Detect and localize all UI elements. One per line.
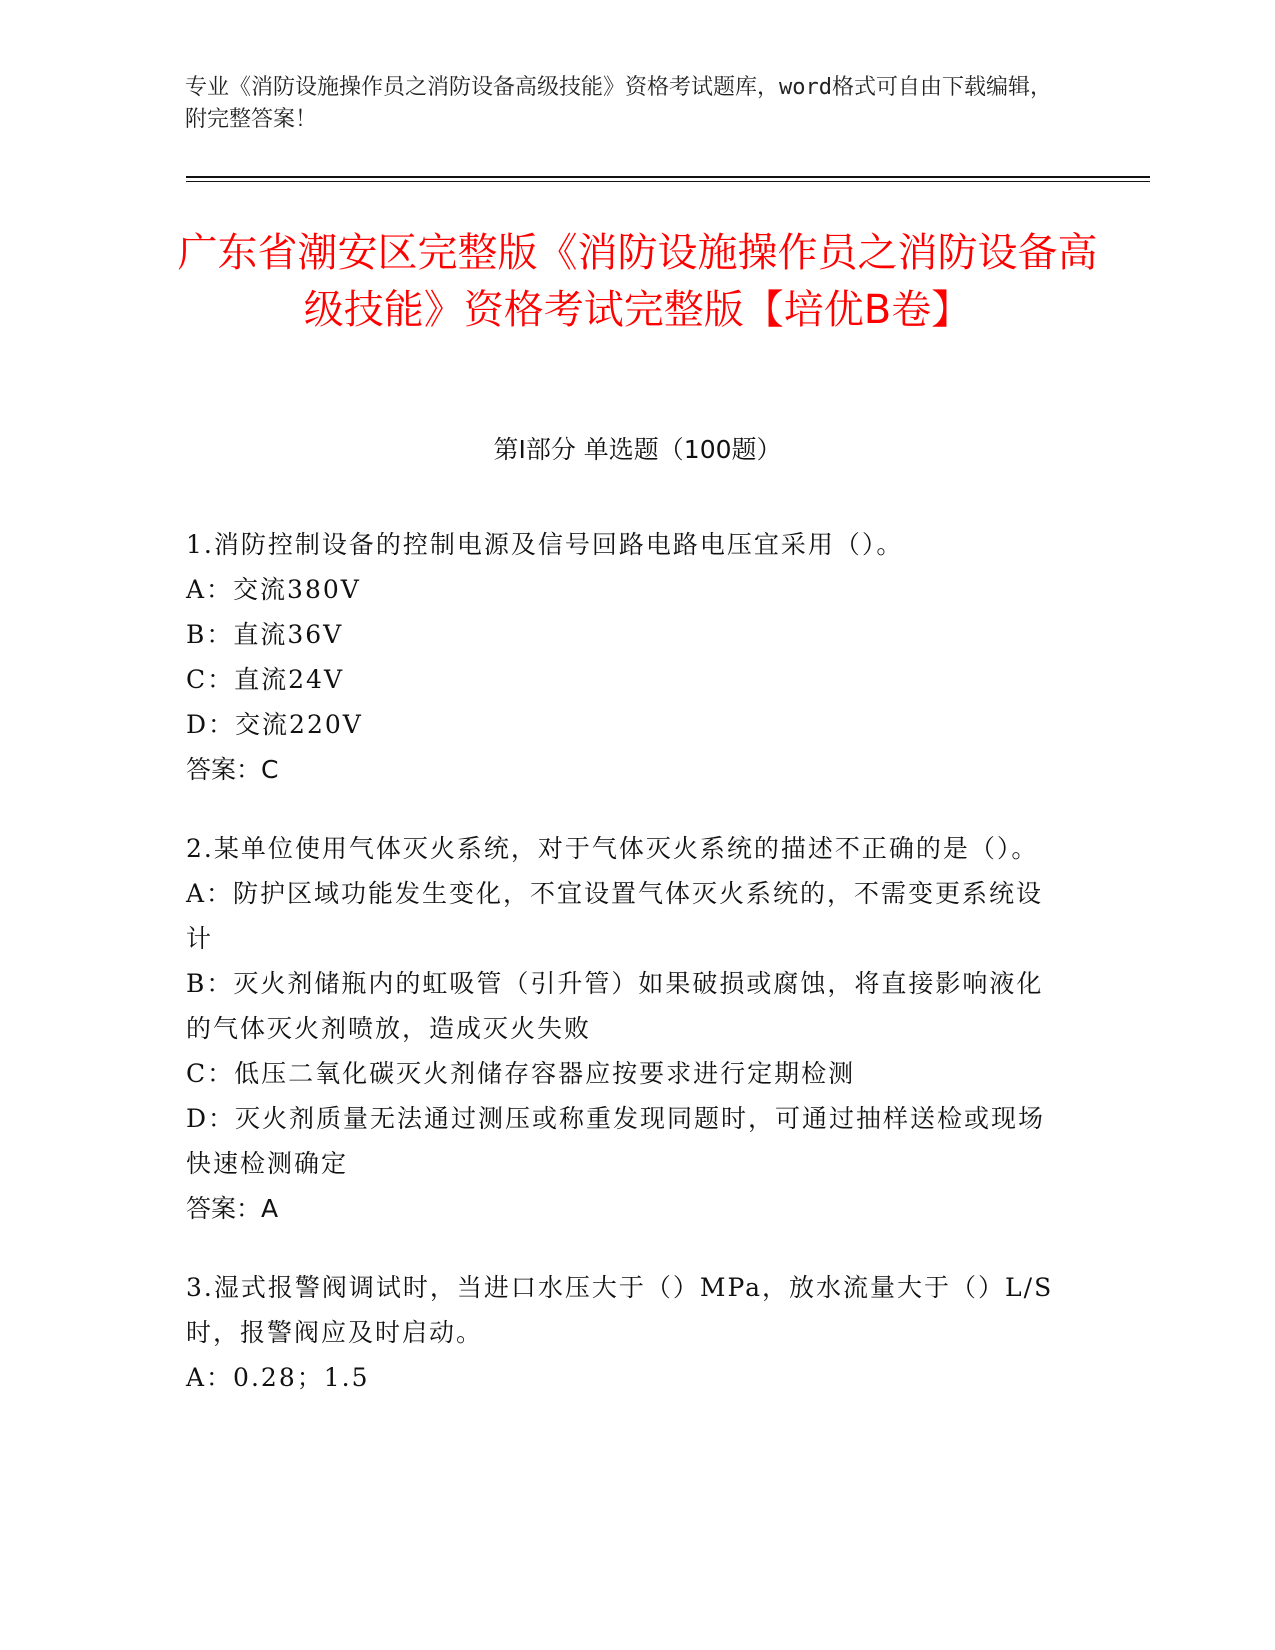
option-b: B：直流36V xyxy=(186,620,344,649)
option-d: D：灭火剂质量无法通过测压或称重发现同题时，可通过抽样送检或现场快速检测确定 xyxy=(186,1104,1046,1178)
option-b: B：灭火剂储瓶内的虹吸管（引升管）如果破损或腐蚀，将直接影响液化的气体灭火剂喷放，造成灭火失败 xyxy=(186,969,1044,1043)
option-d: D：交流220V xyxy=(186,710,363,739)
option-a: A：防护区域功能发生变化，不宜设置气体灭火系统的，不需变更系统设计 xyxy=(186,879,1044,953)
question-2 xyxy=(186,826,1066,1231)
question-1 xyxy=(186,522,1066,792)
option-a: A：0.28；1.5 xyxy=(186,1363,370,1392)
option-c: C：低压二氧化碳灭火剂储存容器应按要求进行定期检测 xyxy=(186,1059,856,1088)
question-list xyxy=(186,522,1066,1434)
header-divider-thin xyxy=(186,181,1150,182)
option-a: A：交流380V xyxy=(186,575,361,604)
header-note: 专业《消防设施操作员之消防设备高级技能》资格考试题库，word格式可自由下载编辑，附完整答案！ xyxy=(185,75,1052,132)
answer-line: 答案：A xyxy=(186,1194,279,1223)
question-stem: 1.消防控制设备的控制电源及信号回路电路电压宜采用（）。 xyxy=(186,530,904,559)
section-title: 第Ⅰ部分 单选题（100题） xyxy=(493,435,782,464)
question-stem: 2.某单位使用气体灭火系统，对于气体灭火系统的描述不正确的是（）。 xyxy=(186,834,1039,863)
option-c: C：直流24V xyxy=(186,665,344,694)
answer-line: 答案：C xyxy=(186,755,279,784)
header-divider-thick xyxy=(186,176,1150,178)
question-3 xyxy=(186,1265,1066,1400)
question-stem: 3.湿式报警阀调试时，当进口水压大于（）MPa，放水流量大于（）L/S时，报警阀应及时启动。 xyxy=(186,1273,1054,1347)
document-title: 广东省潮安区完整版《消防设施操作员之消防设备高级技能》资格考试完整版【培优B卷】 xyxy=(177,230,1098,333)
